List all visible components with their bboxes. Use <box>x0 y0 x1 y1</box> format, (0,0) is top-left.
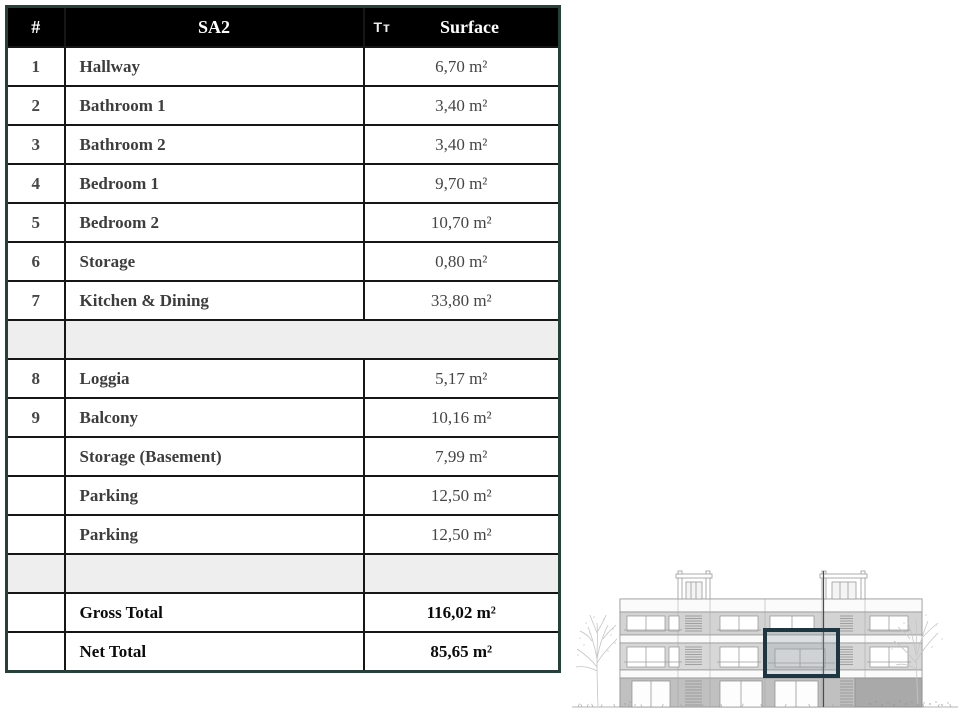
room-surface: 116,02 m² <box>364 593 560 632</box>
room-surface: 0,80 m² <box>364 242 560 281</box>
row-number: 9 <box>7 398 65 437</box>
row-number <box>7 632 65 672</box>
row-number: 4 <box>7 164 65 203</box>
room-name: Bathroom 2 <box>65 125 364 164</box>
table-row <box>7 437 560 476</box>
header-unit-name: SA2 <box>65 7 364 48</box>
room-surface: 5,17 m² <box>364 359 560 398</box>
header-surface-label: Surface <box>439 16 499 37</box>
table-row <box>7 164 560 203</box>
spacer-row <box>7 554 560 593</box>
table-row <box>7 47 560 86</box>
room-name: Kitchen & Dining <box>65 281 364 320</box>
total-row <box>7 593 560 632</box>
room-name: Balcony <box>65 398 364 437</box>
surface-table <box>5 5 561 673</box>
header-num: # <box>7 7 65 48</box>
tree-left-foliage <box>577 616 616 656</box>
table-row <box>7 203 560 242</box>
table-row <box>7 125 560 164</box>
building-elevation <box>570 563 960 713</box>
unit-highlight <box>765 630 838 676</box>
room-name: Storage (Basement) <box>65 437 364 476</box>
room-name: Storage <box>65 242 364 281</box>
total-row <box>7 632 560 672</box>
room-name: Bathroom 1 <box>65 86 364 125</box>
row-number <box>7 593 65 632</box>
roof-tower-right <box>820 571 867 599</box>
row-number: 8 <box>7 359 65 398</box>
table-row <box>7 359 560 398</box>
row-number: 6 <box>7 242 65 281</box>
elevation-drawing <box>570 563 960 713</box>
row-number <box>7 476 65 515</box>
spacer-num-cell <box>7 554 65 593</box>
spacer-row-merged <box>7 320 560 359</box>
surface-table-header <box>7 7 560 48</box>
room-surface: 10,70 m² <box>364 203 560 242</box>
room-surface: 6,70 m² <box>364 47 560 86</box>
room-name: Bedroom 2 <box>65 203 364 242</box>
room-surface: 33,80 m² <box>364 281 560 320</box>
spacer-cell <box>65 320 560 359</box>
table-row <box>7 398 560 437</box>
row-number: 1 <box>7 47 65 86</box>
room-name: Bedroom 1 <box>65 164 364 203</box>
room-surface: 3,40 m² <box>364 125 560 164</box>
room-surface: 85,65 m² <box>364 632 560 672</box>
row-number: 3 <box>7 125 65 164</box>
spacer-num-cell <box>7 320 65 359</box>
room-surface: 7,99 m² <box>364 437 560 476</box>
garage-panel <box>855 678 922 707</box>
room-name: Loggia <box>65 359 364 398</box>
table-row <box>7 476 560 515</box>
row-number: 7 <box>7 281 65 320</box>
room-surface: 3,40 m² <box>364 86 560 125</box>
table-row <box>7 281 560 320</box>
roof-tower-left <box>676 571 712 599</box>
text-type-icon: Tт <box>373 19 391 35</box>
room-surface: 10,16 m² <box>364 398 560 437</box>
room-surface: 9,70 m² <box>364 164 560 203</box>
room-name: Hallway <box>65 47 364 86</box>
room-name: Parking <box>65 476 364 515</box>
room-name: Gross Total <box>65 593 364 632</box>
row-number <box>7 437 65 476</box>
tree-left <box>576 615 617 706</box>
spacer-cell <box>65 554 364 593</box>
room-surface: 12,50 m² <box>364 476 560 515</box>
room-name: Net Total <box>65 632 364 672</box>
spacer-surface-cell <box>364 554 560 593</box>
header-row <box>7 7 560 48</box>
table-row <box>7 86 560 125</box>
row-number <box>7 515 65 554</box>
table-row <box>7 515 560 554</box>
row-number: 2 <box>7 86 65 125</box>
room-name: Parking <box>65 515 364 554</box>
header-surface <box>364 7 560 48</box>
row-number: 5 <box>7 203 65 242</box>
room-surface: 12,50 m² <box>364 515 560 554</box>
table-row <box>7 242 560 281</box>
surface-table-body <box>7 47 560 672</box>
